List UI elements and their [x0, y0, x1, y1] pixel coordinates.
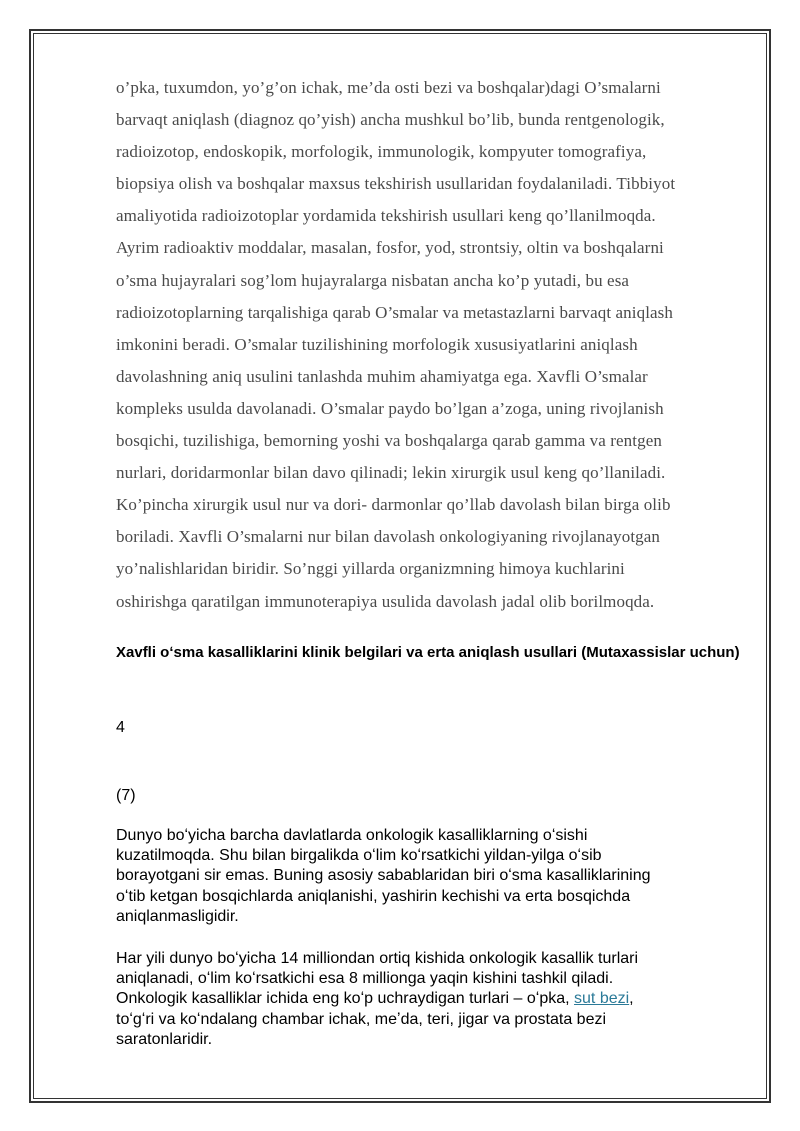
- paragraph-line: aniqlanmasligidir.: [116, 907, 239, 925]
- body-line: kompleks usulda davolanadi. O’smalar paydo bo’lgan a’zoga, uning rivojlanish: [116, 398, 664, 418]
- body-line: o’sma hujayralari sog’lom hujayralarga nisbatan ancha ko’p yutadi, bu esa: [116, 270, 630, 290]
- paragraph-2: [116, 949, 736, 1050]
- paragraph-line: Har yili dunyo boʻyicha 14 milliondan ortiq kishida onkologik kasallik turlari: [116, 950, 639, 967]
- footnote-number: (7): [116, 787, 136, 804]
- body-line: imkonini beradi. O’smalar tuzilishining morfologik xususiyatlarini aniqlash: [116, 334, 638, 354]
- body-line: radioizotop, endoskopik, morfologik, immunologik, kompyuter tomografiya,: [116, 142, 647, 162]
- body-line: boriladi. Xavfli O’smalarni nur bilan davolash onkologiyaning rivojlanayotgan: [116, 527, 661, 547]
- body-line: Ko’pincha xirurgik usul nur va dori- darmonlar qo’llab davolash bilan birga olib: [116, 495, 671, 515]
- paragraph-line: oʻtib ketgan bosqichlarda aniqlanishi, yashirin kechishi va erta bosqichda: [116, 887, 631, 905]
- paragraph-line: [116, 989, 736, 1009]
- section-heading: Xavfli oʻsma kasalliklarini klinik belgilari va erta aniqlash usullari (Mutaxassislar uchun): [116, 644, 740, 661]
- body-line: radioizotoplarning tarqalishiga qarab O’smalar va metastazlarni barvaqt aniqlash: [116, 302, 673, 322]
- body-line: nurlari, doridarmonlar bilan davo qilinadi; lekin xirurgik usul keng qo’llaniladi.: [116, 463, 666, 483]
- paragraph-line: aniqlanadi, oʻlim koʻrsatkichi esa 8 millionga yaqin kishini tashkil qiladi.: [116, 970, 614, 988]
- body-line: davolashning aniq usulini tanlashda muhim ahamiyatga ega. Xavfli O’smalar: [116, 366, 648, 386]
- body-line: barvaqt aniqlash (diagnoz qo’yish) ancha mushkul bo’lib, bunda rentgenologik,: [116, 110, 665, 130]
- page-number: 4: [116, 719, 125, 736]
- body-line: oshirishga qaratilgan immunoterapiya usulida davolash jadal olib borilmoqda.: [116, 591, 655, 611]
- body-line: Ayrim radioaktiv moddalar, masalan, fosfor, yod, strontsiy, oltin va boshqalarni: [116, 238, 664, 258]
- body-line: yo’nalishlaridan biridir. So’nggi yillarda organizmning himoya kuchlarini: [116, 559, 625, 579]
- body-line: biopsiya olish va boshqalar maxsus tekshirish usullaridan foydalaniladi. Tibbiyot: [116, 174, 676, 194]
- paragraph-line: kuzatilmoqda. Shu bilan birgalikda oʻlim koʻrsatkichi yildan-yilga oʻsib: [116, 847, 602, 865]
- paragraph-line: saratonlaridir.: [116, 1030, 213, 1048]
- body-text-block: [116, 72, 726, 618]
- sut-bezi-link[interactable]: sut bezi: [574, 990, 630, 1008]
- paragraph-1: [116, 826, 736, 927]
- body-line: o’pka, tuxumdon, yo’g’on ichak, me’da osti bezi va boshqalar)dagi O’smalarni: [116, 78, 661, 97]
- paragraph-line: Dunyo boʻyicha barcha davlatlarda onkologik kasalliklarning oʻsishi: [116, 827, 588, 844]
- paragraph-line: borayotgani sir emas. Buning asosiy sabablaridan biri oʻsma kasalliklarining: [116, 867, 651, 885]
- body-line: bosqichi, tuzilishiga, bemorning yoshi va boshqalarga qarab gamma va rentgen: [116, 431, 662, 451]
- paragraph-text: ,: [629, 990, 634, 1008]
- paragraph-text: Onkologik kasalliklar ichida eng koʻp uchraydigan turlari – oʻpka,: [116, 990, 575, 1008]
- paragraph-line: toʻgʻri va koʻndalang chambar ichak, meʼda, teri, jigar va prostata bezi: [116, 1010, 607, 1028]
- body-line: amaliyotida radioizotoplar yordamida tekshirish usullari keng qo’llanilmoqda.: [116, 206, 656, 226]
